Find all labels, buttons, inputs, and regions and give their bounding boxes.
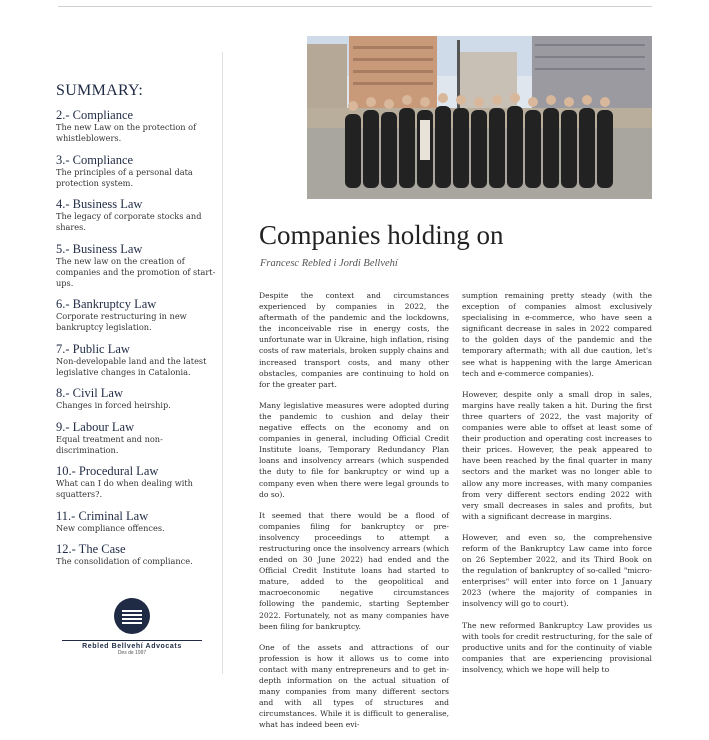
article-paragraph: It seemed that there would be a flood of companies filing for bankruptcy or pre-insolvency proceedings to attempt a restructuring once the insolvency arrears (which ended on 30 June 2022) had ended and the Official Credit Institute loans had started to mature, added to the geopolitical and macroeconomic negative circumstances following the pandemic, starting September 2022. Fortunately, not as many companies have been filing for bankruptcy. xyxy=(259,510,449,631)
article-byline: Francesc Rebled i Jordi Bellvehí xyxy=(260,258,398,269)
article-paragraph: sumption remaining pretty steady (with the exception of companies almost exclusively specialising in e-commerce, who have seen a significant decrease in sales in 2022 compared to the golden days of the pandemic and the temporary aftermath; with all due caution, let's see what is happening with the large American tech and e-commerce companies). xyxy=(462,291,652,378)
team-photo xyxy=(307,36,652,199)
article-paragraph: However, despite only a small drop in sales, margins have really taken a hit. During the first three quarters of 2022, the vast majority of companies were able to offset at least some of their production and operating cost increases to their prices. However, the peak appeared to have been reached by the final quarter in many sectors and the market was no longer able to allow any more increases, with many companies from very different sectors ending 2022 with very small decreases in sales and profits, but with a significant decrease in margins. xyxy=(462,389,652,521)
summary-item-head: 11.- Criminal Law xyxy=(56,508,149,523)
summary-item-desc: The consolidation of compliance. xyxy=(56,556,193,566)
summary-item-procedural-law[interactable] xyxy=(56,465,216,500)
logo-firm-name: Rebled Bellvehí Advocats xyxy=(82,643,182,650)
summary-item-head: 12.- The Case xyxy=(56,542,126,556)
summary-item-head: 7.- Public Law xyxy=(56,341,130,356)
summary-item-civil-law[interactable] xyxy=(56,387,216,411)
summary-item-business-law-startups[interactable] xyxy=(56,243,216,289)
firm-logo xyxy=(62,598,202,656)
logo-since: Des de 1997 xyxy=(117,650,147,656)
summary-title: SUMMARY: xyxy=(56,82,144,99)
top-rule xyxy=(58,6,652,7)
summary-item-compliance-whistleblowers[interactable] xyxy=(56,109,216,144)
summary-item-criminal-law[interactable] xyxy=(56,510,216,534)
article-paragraph: However, and even so, the comprehensive reform of the Bankruptcy Law came into force on 26 September 2022, and its Third Book on the regulation of bankruptcy of so-called "micro-enterprises" will enter into force on 1 January 2023 (where the majority of companies in insolvency will go to court). xyxy=(462,532,652,609)
article-paragraph: Despite the context and circumstances experienced by companies in 2022, the aftermath of the pandemic and the lockdowns, the inconceivable rise in energy costs, the unfortunate war in Ukraine, high inflation, rising costs of raw materials, broken supply chains and increased transport costs, and many other obstacles, companies are continuing to hold on for the greater part. xyxy=(259,291,449,389)
article-column-2 xyxy=(462,290,652,685)
summary-item-bankruptcy-law[interactable] xyxy=(56,298,216,333)
summary-item-the-case[interactable] xyxy=(56,543,216,567)
summary-sidebar xyxy=(56,82,216,577)
summary-item-desc: The legacy of corporate stocks and shares. xyxy=(56,211,202,232)
summary-item-head: 8.- Civil Law xyxy=(56,386,124,400)
summary-item-compliance-data-protection[interactable] xyxy=(56,154,216,189)
summary-item-desc: Equal treatment and non-discrimination. xyxy=(56,433,163,455)
summary-item-head: 9.- Labour Law xyxy=(56,419,135,434)
article-title: Companies holding on xyxy=(259,220,504,250)
summary-item-desc: Non-developable land and the latest legislative changes in Catalonia. xyxy=(56,355,207,377)
summary-item-desc: What can I do when dealing with squatters?. xyxy=(56,478,193,499)
summary-item-desc: Corporate restructuring in new bankruptcy legislation. xyxy=(56,311,187,332)
column-divider xyxy=(222,52,223,674)
summary-item-head: 4.- Business Law xyxy=(56,197,143,211)
summary-item-head: 6.- Bankruptcy Law xyxy=(56,297,157,311)
summary-item-head: 5.- Business Law xyxy=(56,241,143,256)
summary-item-head: 2.- Compliance xyxy=(56,108,134,122)
summary-item-head: 3.- Compliance xyxy=(56,152,134,167)
summary-item-desc: New compliance offences. xyxy=(56,522,165,533)
article-paragraph: One of the assets and attractions of our profession is how it allows us to come into contact with many entrepreneurs and to get in-depth information on the actual situation of many companies from many different sectors and with all types of structures and circumstances. While it is difficult to generalise, what has indeed been evi- xyxy=(259,642,449,730)
article-column-1 xyxy=(259,290,449,740)
summary-item-desc: The new Law on the protection of whistleblowers. xyxy=(56,122,197,143)
summary-item-public-law[interactable] xyxy=(56,343,216,378)
article-paragraph: Many legislative measures were adopted during the pandemic to cushion and delay their negative effects on the economy and on companies in general, including Official Credit Institute loans, Temporary Redundancy Plan loans and insolvency arrears (which suspended the duty to file for bankruptcy or wind up a company even when there were legal grounds to do so). xyxy=(259,400,449,499)
logo-emblem-icon xyxy=(114,598,150,634)
logo-rule xyxy=(62,640,202,641)
summary-item-desc: Changes in forced heirship. xyxy=(56,400,171,410)
summary-item-desc: The new law on the creation of companies and the promotion of start-ups. xyxy=(56,255,216,288)
summary-item-business-law-legacy[interactable] xyxy=(56,198,216,233)
summary-item-labour-law[interactable] xyxy=(56,421,216,456)
summary-item-desc: The principles of a personal data protection system. xyxy=(56,166,193,188)
summary-item-head: 10.- Procedural Law xyxy=(56,464,159,478)
article-paragraph: The new reformed Bankruptcy Law provides us with tools for credit restructuring, for the sale of productive units and for the continuity of viable companies that are experiencing provisional insolvency, which we hope will help to xyxy=(462,620,652,674)
